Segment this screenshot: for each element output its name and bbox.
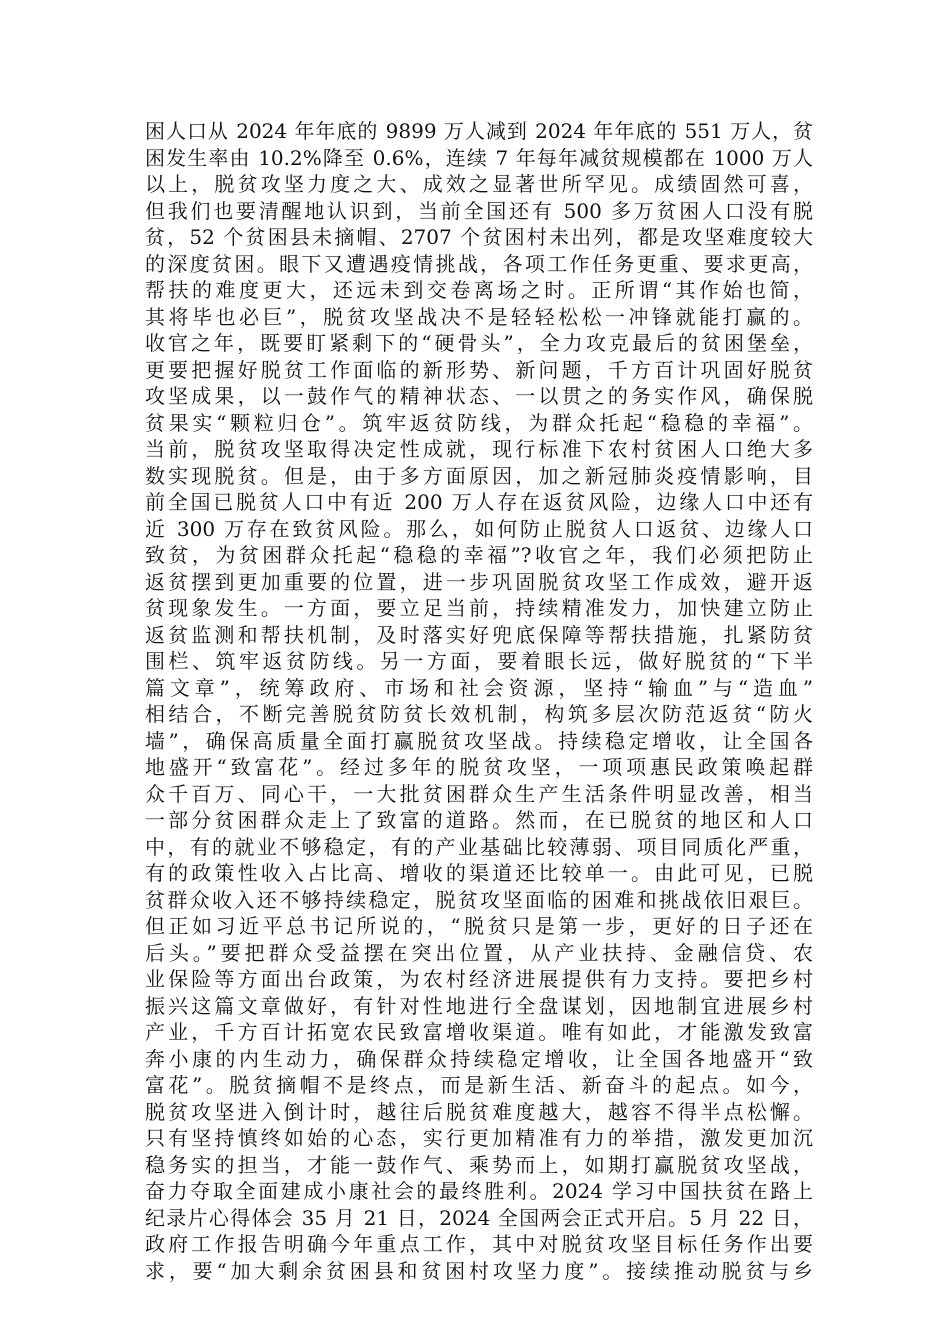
text-line: 困发生率由 10.2%降至 0.6%，连续 7 年每年减贫规模都在 1000 万人 bbox=[145, 145, 813, 170]
text-line: 其将毕也必巨”，脱贫攻坚战决不是轻轻松松一冲锋就能打赢的。 bbox=[145, 304, 813, 329]
text-line: 但我们也要清醒地认识到，当前全国还有 500 多万贫困人口没有脱 bbox=[145, 198, 813, 223]
text-line: 以上，脱贫攻坚力度之大、成效之显著世所罕见。成绩固然可喜， bbox=[145, 172, 813, 196]
text-line: 困人口从 2024 年年底的 9899 万人减到 2024 年年底的 551 万人，贫 bbox=[145, 119, 813, 143]
text-line: 帮扶的难度更大，还远未到交卷离场之时。正所谓“其作始也简， bbox=[145, 278, 813, 302]
text-line: 墙”，确保高质量全面打赢脱贫攻坚战。持续稳定增收，让全国各 bbox=[145, 728, 813, 753]
text-line: 前全国已脱贫人口中有近 200 万人存在返贫风险，边缘人口中还有 bbox=[145, 490, 813, 514]
text-line: 纪录片心得体会 35 月 21 日，2024 全国两会正式开启。5 月 22 日， bbox=[145, 1205, 813, 1230]
text-line: 更要把握好脱贫工作面临的新形势、新问题，千方百计巩固好脱贫 bbox=[145, 357, 813, 382]
text-line: 中，有的就业不够稳定，有的产业基础比较薄弱、项目同质化严重， bbox=[145, 834, 813, 859]
text-line: 当前，脱贫攻坚取得决定性成就，现行标准下农村贫困人口绝大多 bbox=[145, 437, 813, 461]
text-line: 致贫，为贫困群众托起“稳稳的幸福”?收官之年，我们必须把防止 bbox=[145, 543, 813, 567]
text-line: 返贫摆到更加重要的位置，进一步巩固脱贫攻坚工作成效，避开返 bbox=[145, 569, 813, 594]
text-line: 富花”。脱贫摘帽不是终点，而是新生活、新奋斗的起点。如今， bbox=[145, 1073, 813, 1097]
text-line: 贫，52 个贫困县未摘帽、2707 个贫困村未出列，都是攻坚难度较大 bbox=[145, 225, 813, 249]
text-line: 地盛开“致富花”。经过多年的脱贫攻坚，一项项惠民政策唤起群 bbox=[145, 755, 813, 779]
text-line: 只有坚持慎终如始的心态，实行更加精准有力的举措，激发更加沉 bbox=[145, 1126, 813, 1150]
document-body bbox=[145, 118, 813, 1284]
text-line: 围栏、筑牢返贫防线。另一方面，要着眼长远，做好脱贫的“下半 bbox=[145, 649, 813, 673]
text-line: 奋力夺取全面建成小康社会的最终胜利。2024 学习中国扶贫在路上 bbox=[145, 1179, 813, 1203]
text-line: 相结合，不断完善脱贫防贫长效机制，构筑多层次防范返贫“防火 bbox=[145, 702, 813, 726]
text-line: 稳务实的担当，才能一鼓作气、乘势而上，如期打赢脱贫攻坚战， bbox=[145, 1152, 813, 1177]
text-line: 贫现象发生。一方面，要立足当前，持续精准发力，加快建立防止 bbox=[145, 596, 813, 620]
text-line: 后头。”要把群众受益摆在突出位置，从产业扶持、金融信贷、农 bbox=[145, 940, 813, 965]
text-line: 收官之年，既要盯紧剩下的“硬骨头”，全力攻克最后的贫困堡垒， bbox=[145, 331, 813, 355]
text-line: 求，要“加大剩余贫困县和贫困村攻坚力度”。接续推动脱贫与乡 bbox=[145, 1258, 813, 1283]
text-line: 众千百万、同心干，一大批贫困群众生产生活条件明显改善，相当 bbox=[145, 781, 813, 806]
text-line: 贫果实“颗粒归仓”。筑牢返贫防线，为群众托起“稳稳的幸福”。 bbox=[145, 410, 813, 435]
text-line: 返贫监测和帮扶机制，及时落实好兜底保障等帮扶措施，扎紧防贫 bbox=[145, 622, 813, 647]
text-line: 振兴这篇文章做好，有针对性地进行全盘谋划，因地制宜进展乡村 bbox=[145, 993, 813, 1018]
text-line: 近 300 万存在致贫风险。那么，如何防止脱贫人口返贫、边缘人口 bbox=[145, 516, 813, 541]
text-line: 产业，千方百计拓宽农民致富增收渠道。唯有如此，才能激发致富 bbox=[145, 1020, 813, 1044]
text-line: 攻坚成果，以一鼓作气的精神状态、一以贯之的务实作风，确保脱 bbox=[145, 384, 813, 408]
text-line: 有的政策性收入占比高、增收的渠道还比较单一。由此可见，已脱 bbox=[145, 861, 813, 885]
text-line: 政府工作报告明确今年重点工作，其中对脱贫攻坚目标任务作出要 bbox=[145, 1232, 813, 1256]
text-line: 一部分贫困群众走上了致富的道路。然而，在已脱贫的地区和人口 bbox=[145, 808, 813, 832]
text-line: 数实现脱贫。但是，由于多方面原因，加之新冠肺炎疫情影响，目 bbox=[145, 463, 813, 488]
text-line: 但正如习近平总书记所说的，“脱贫只是第一步，更好的日子还在 bbox=[145, 914, 813, 938]
text-line: 业保险等方面出台政策，为农村经济进展提供有力支持。要把乡村 bbox=[145, 967, 813, 991]
text-line: 脱贫攻坚进入倒计时，越往后脱贫难度越大，越容不得半点松懈。 bbox=[145, 1099, 813, 1124]
text-line: 贫群众收入还不够持续稳定，脱贫攻坚面临的困难和挑战依旧艰巨。 bbox=[145, 887, 813, 912]
text-line: 奔小康的内生动力，确保群众持续稳定增收，让全国各地盛开“致 bbox=[145, 1046, 813, 1071]
text-line: 篇文章”，统筹政府、市场和社会资源，坚持“输血”与“造血” bbox=[145, 675, 813, 700]
text-line: 的深度贫困。眼下又遭遇疫情挑战，各项工作任务更重、要求更高， bbox=[145, 251, 813, 276]
